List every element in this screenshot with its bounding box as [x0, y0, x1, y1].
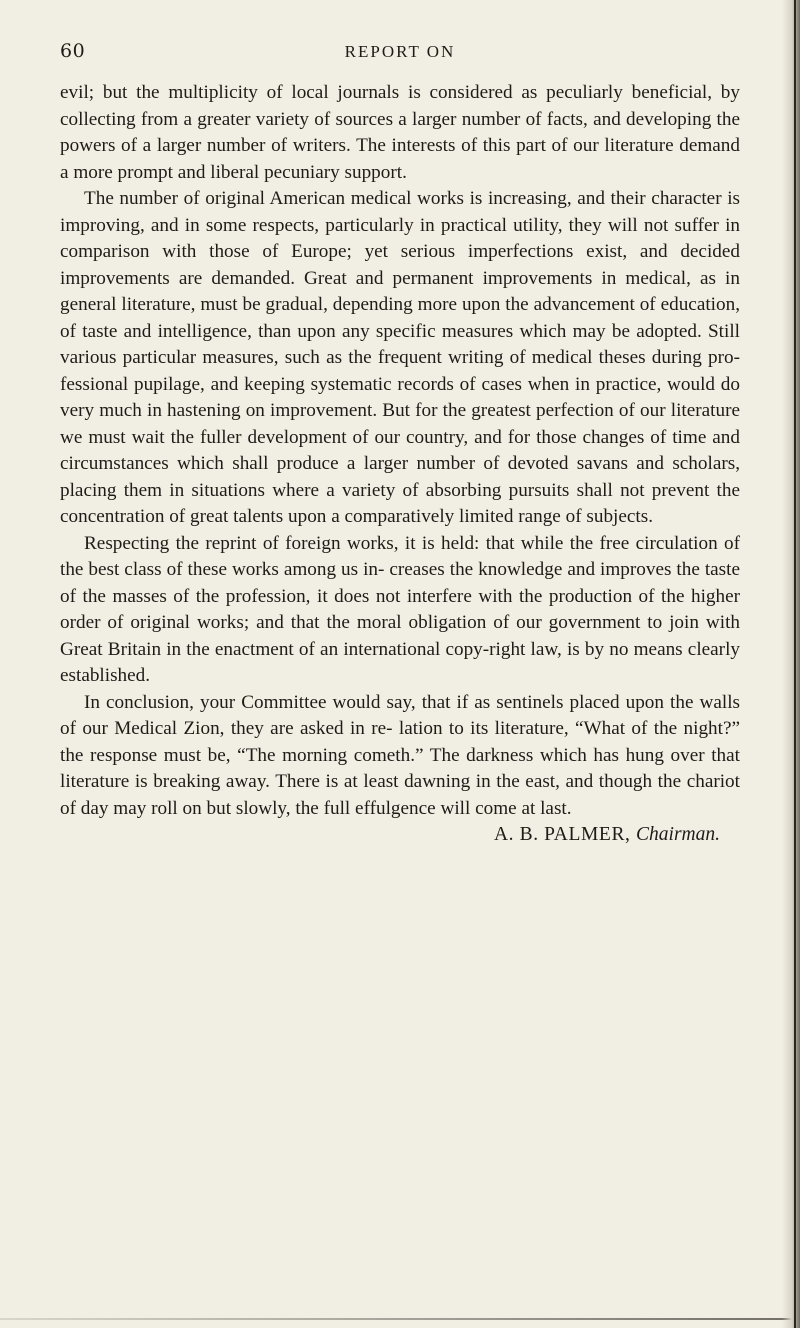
page-bottom-edge	[0, 1318, 800, 1320]
binding-edge-line	[794, 0, 796, 1328]
binding-edge-shadow	[782, 0, 800, 1328]
page-header	[60, 40, 740, 70]
paragraph-reprint-foreign-works: Respecting the reprint of foreign works, it is held: that while the free circulation of the best class of these works among us in- creases the knowledge and improves the taste of the masses of the profession, it does not interfere with the production of the higher order of original works; and that the moral obligation of our government to join with Great Britain in the enactment of an international copy-right law, is by no means clearly established.	[60, 532, 740, 686]
signature-name: A. B. PALMER,	[493, 824, 631, 845]
body-text	[60, 80, 740, 849]
signature-role: Chairman.	[636, 824, 720, 845]
signature	[60, 822, 740, 849]
page-number: 60	[60, 40, 86, 62]
running-head: REPORT ON	[344, 42, 456, 61]
paragraph-conclusion: In conclusion, your Committee would say, that if as sentinels placed upon the walls of our Medical Zion, they are asked in re- lation to its literature, “What of the night?” the response must be, “The morning cometh.” The darkness which has hung over that literature is breaking away. There is at least dawning in the east, and though the chariot of day may roll on but slowly, the full effulgence will come at last.	[60, 691, 740, 819]
paragraph-continuation: evil; but the multiplicity of local journals is considered as peculiarly beneficial, by collecting from a greater variety of sources a larger number of facts, and developing the powers of a larger number of writers. The interests of this part of our literature demand a more prompt and liberal pecuniary support.	[60, 82, 740, 183]
paragraph-original-works: The number of original American medical works is increasing, and their character is improving, and in some respects, particularly in practical utility, they will not suffer in comparison with those of Europe; yet serious imperfections exist, and decided improvements are demanded. Great and permanent improvements in medical, as in general literature, must be gradual, depending more upon the advancement of education, of taste and intelligence, than upon any specific measures which may be adopted. Still various particular measures, such as the frequent writing of medical theses during pro- fessional pupilage, and keeping systematic records of cases when in practice, would do very much in hastening on improvement. But for the greatest perfection of our literature we must wait the fuller development of our country, and for those changes of time and circumstances which shall produce a larger number of devoted savans and scholars, placing them in situations where a variety of absorbing pursuits shall not prevent the concentration of great talents upon a comparatively limited range of subjects.	[60, 188, 740, 527]
